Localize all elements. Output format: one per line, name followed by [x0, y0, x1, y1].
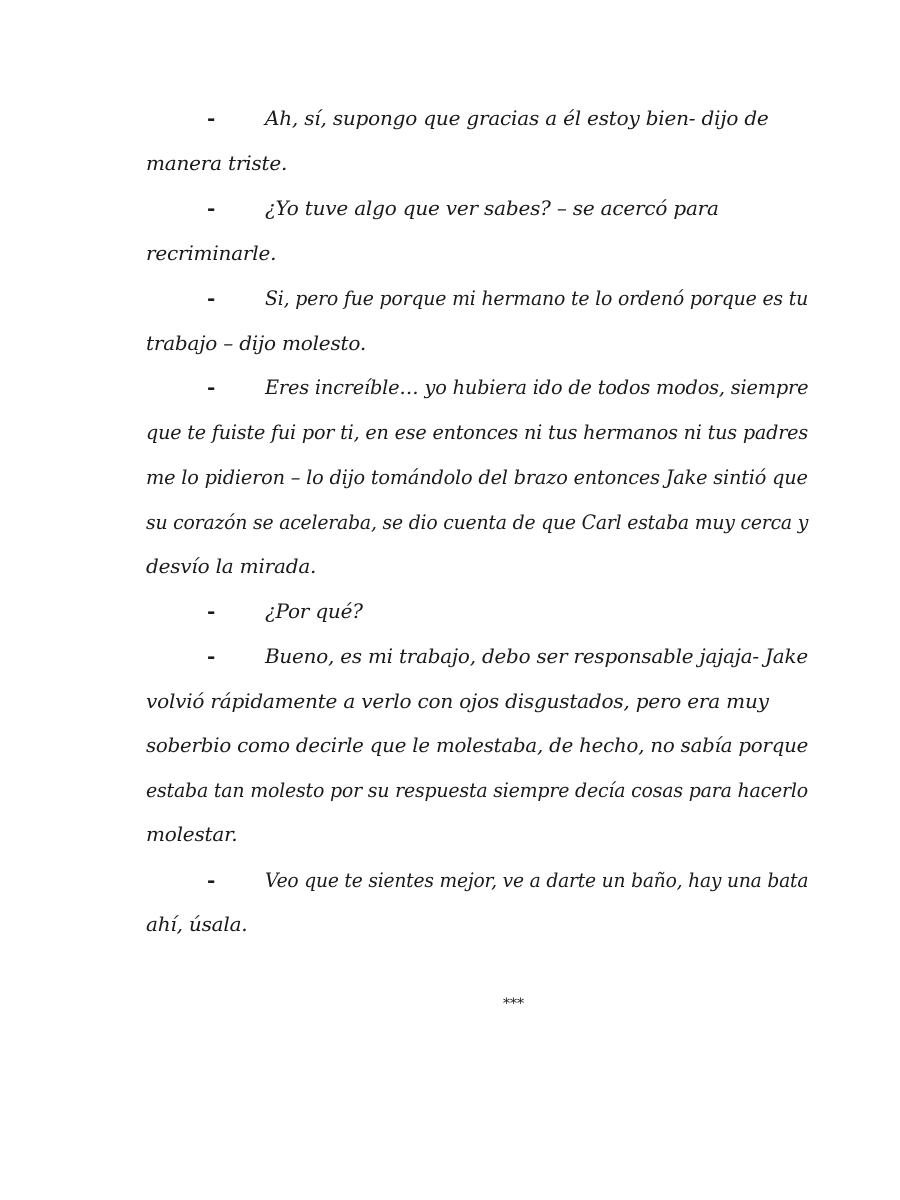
text-line: Si, pero fue porque mi hermano te lo ordenó porque es tu: [265, 286, 809, 310]
text-line: Ah, sí, supongo que gracias a él estoy bien- dijo de: [265, 106, 769, 130]
dialogue-dash: -: [207, 106, 216, 130]
text-line: Veo que te sientes mejor, ve a darte un baño, hay una bata: [265, 868, 809, 892]
scene-separator: ***: [503, 996, 524, 1012]
text-line: molestar.: [146, 822, 238, 846]
text-line: volvió rápidamente a verlo con ojos disgustados, pero era muy: [146, 689, 769, 713]
text-line: soberbio como decirle que le molestaba, de hecho, no sabía porque: [146, 733, 809, 757]
dialogue-dash: -: [207, 286, 216, 310]
text-line: que te fuiste fui por ti, en ese entonces ni tus hermanos ni tus padres: [146, 420, 808, 444]
dialogue-dash: -: [207, 196, 216, 220]
text-line: trabajo – dijo molesto.: [146, 331, 366, 355]
text-line: su corazón se aceleraba, se dio cuenta de que Carl estaba muy cerca y: [146, 510, 809, 534]
dialogue-dash: -: [207, 868, 216, 892]
dialogue-dash: -: [207, 599, 216, 623]
text-line: Bueno, es mi trabajo, debo ser responsable jajaja- Jake: [265, 644, 808, 668]
text-line: recriminarle.: [146, 241, 277, 265]
text-line: ¿Por qué?: [265, 599, 363, 623]
dialogue-dash: -: [207, 644, 216, 668]
text-line: ahí, úsala.: [146, 912, 248, 936]
text-line: manera triste.: [146, 151, 288, 175]
text-line: estaba tan molesto por su respuesta siempre decía cosas para hacerlo: [146, 778, 808, 802]
text-line: desvío la mirada.: [146, 554, 317, 578]
text-line: ¿Yo tuve algo que ver sabes? – se acercó para: [265, 196, 719, 220]
dialogue-dash: -: [207, 375, 216, 399]
text-line: me lo pidieron – lo dijo tomándolo del brazo entonces Jake sintió que: [146, 465, 808, 489]
text-line: Eres increíble… yo hubiera ido de todos modos, siempre: [265, 375, 809, 399]
